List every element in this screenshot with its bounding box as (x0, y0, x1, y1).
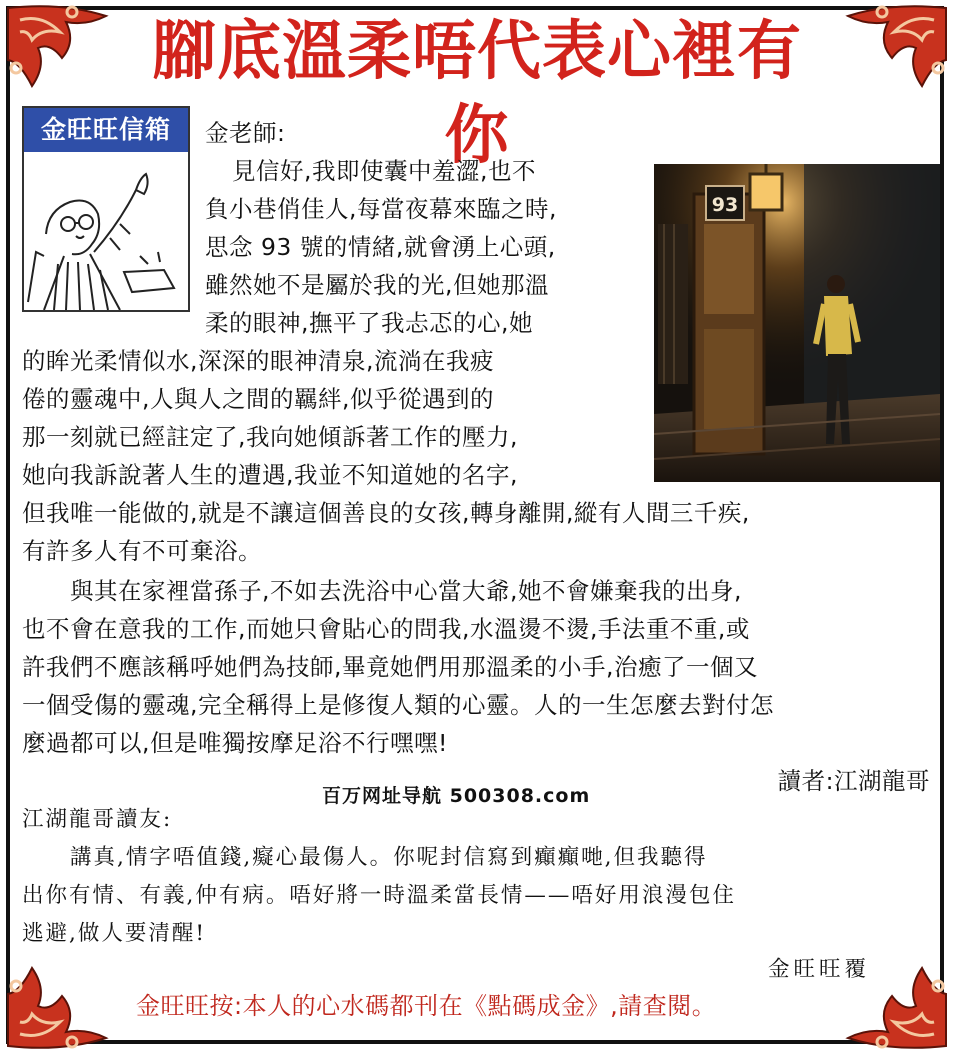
letter-line: 一個受傷的靈魂,完全稱得上是修復人類的心靈。人的一生怎麼去對付怎 (22, 691, 774, 719)
reply-line: 出你有情、有義,仲有病。唔好將一時溫柔當長情——唔好用浪漫包住 (22, 883, 736, 908)
letter-line: 有許多人有不可棄浴。 (22, 537, 262, 565)
door-number: 93 (711, 194, 739, 216)
letter-line: 負小巷俏佳人,每當夜幕來臨之時, (205, 195, 557, 223)
letter-line: 的眸光柔情似水,深深的眼神清泉,流淌在我疲 (22, 347, 494, 375)
letter-line: 思念 93 號的情緒,就會湧上心頭, (205, 233, 556, 261)
column-logo (22, 106, 190, 312)
reply-signature: 金旺旺覆 (767, 957, 870, 982)
letter-line: 雖然她不是屬於我的光,但她那溫 (205, 271, 549, 299)
letter-signature: 讀者:江湖龍哥 (777, 767, 930, 795)
letter-line: 許我們不應該稱呼她們為技師,畢竟她們用那溫柔的小手,治癒了一個又 (22, 653, 758, 681)
reply-line: 逃避,做人要清醒! (22, 921, 206, 946)
footer-note: 金旺旺按:本人的心水碼都刊在《點碼成金》,請查閱。 (136, 992, 717, 1020)
letter-line: 也不會在意我的工作,而她只會貼心的問我,水溫燙不燙,手法重不重,或 (22, 615, 750, 643)
letter-line: 見信好,我即使囊中羞澀,也不 (232, 157, 536, 185)
alley-photo (654, 164, 940, 482)
teacher-illustration (24, 152, 188, 310)
letter-line: 她向我訴說著人生的遭遇,我並不知道她的名字, (22, 461, 518, 489)
corner-ornament-top-left (2, 2, 112, 92)
reply-salutation: 江湖龍哥讀友: (22, 807, 173, 832)
reply-line: 講真,情字唔值錢,癡心最傷人。你呢封信寫到癲癲哋,但我聽得 (70, 845, 708, 870)
watermark: 百万网址导航 500308.com (322, 785, 591, 807)
letter-line: 與其在家裡當孫子,不如去洗浴中心當大爺,她不會嫌棄我的出身, (70, 577, 742, 605)
letter-line: 那一刻就已經註定了,我向她傾訴著工作的壓力, (22, 423, 518, 451)
corner-ornament-top-right (842, 2, 952, 92)
column-name: 金旺旺信箱 (24, 108, 188, 152)
letter-line: 柔的眼神,撫平了我忐忑的心,她 (205, 309, 533, 337)
headline: 腳底溫柔唔代表心裡有你 (152, 14, 802, 173)
letter-line: 但我唯一能做的,就是不讓這個善良的女孩,轉身離開,縱有人間三千疾, (22, 499, 750, 527)
corner-ornament-bottom-left (2, 962, 112, 1052)
letter-line: 麼過都可以,但是唯獨按摩足浴不行嘿嘿! (22, 729, 448, 757)
letter-salutation: 金老師: (205, 119, 286, 147)
letter-line: 倦的靈魂中,人與人之間的羈絆,似乎從遇到的 (22, 385, 494, 413)
